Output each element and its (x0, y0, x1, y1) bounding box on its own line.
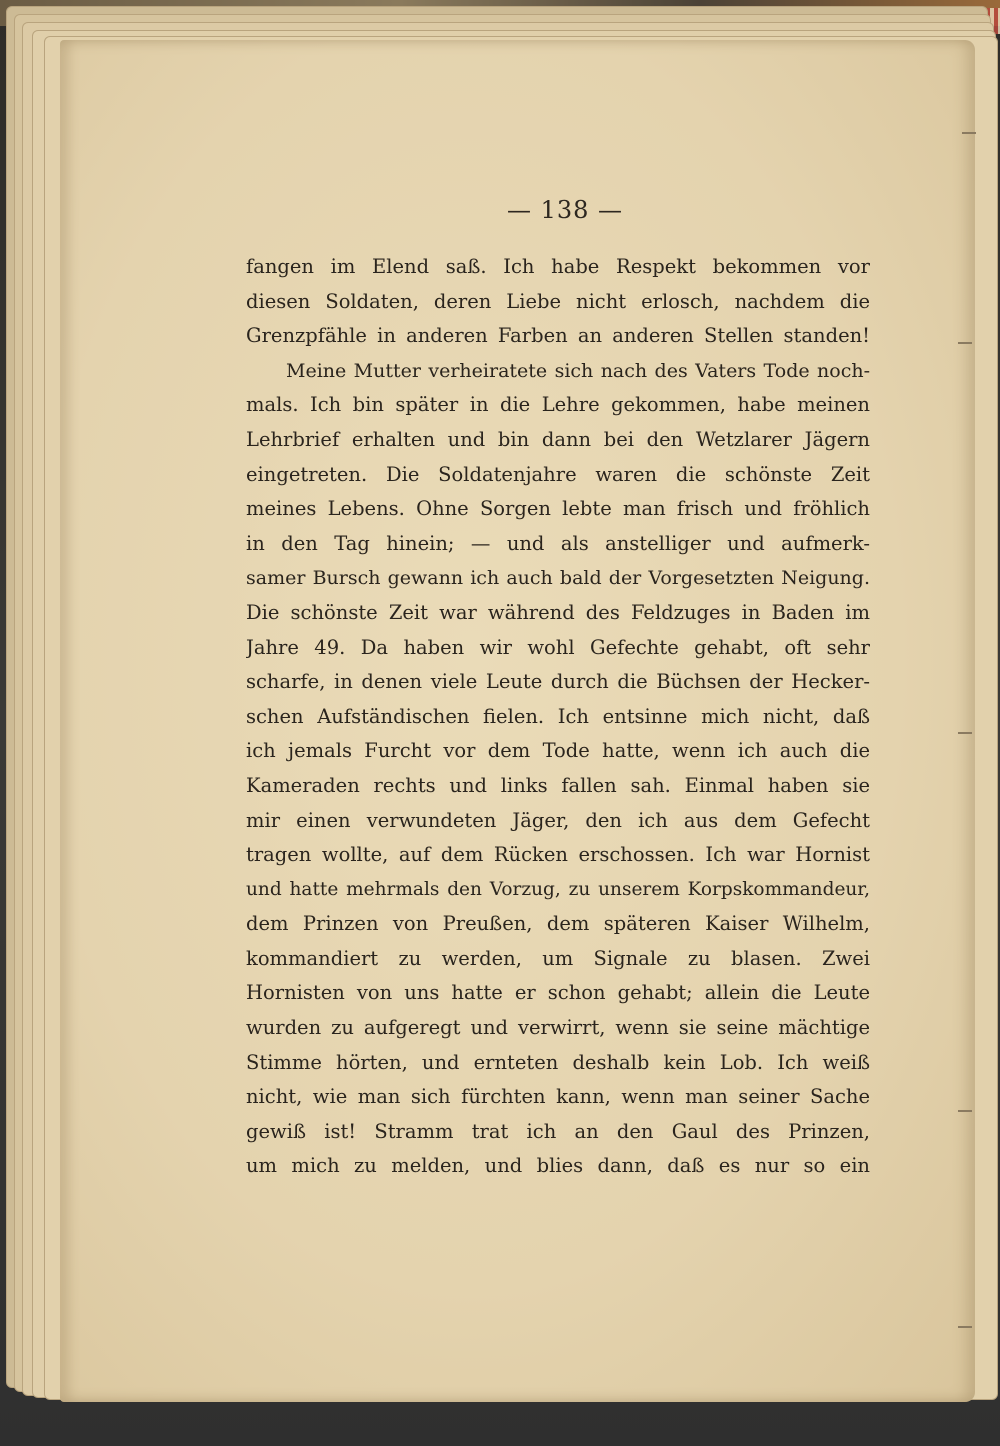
text-line: meines Lebens. Ohne Sorgen lebte man frisch und fröhlich (246, 497, 870, 521)
margin-mark (958, 342, 972, 344)
text-line: kommandiert zu werden, um Signale zu blasen. Zwei (246, 946, 870, 970)
text-line: fangen im Elend saß. Ich habe Respekt bekommen vor (246, 255, 870, 278)
margin-mark (958, 1326, 972, 1328)
text-line: diesen Soldaten, deren Liebe nicht erlosch, nachdem die (246, 289, 870, 313)
text-line: samer Bursch gewann ich auch bald der Vorgesetzten Neigung. (246, 567, 870, 590)
text-line: scharfe, in denen viele Leute durch die Büchsen der Hecker- (246, 670, 870, 694)
body-text (246, 250, 870, 1184)
page-number-row (0, 196, 1000, 224)
text-line: Stimme hörten, und ernteten deshalb kein Lob. Ich weiß (246, 1050, 870, 1074)
text-line: tragen wollte, auf dem Rücken erschossen. Ich war Hornist (246, 843, 870, 867)
text-line: Lehrbrief erhalten und bin dann bei den Wetzlarer Jägern (246, 427, 870, 451)
text-line: Meine Mutter verheiratete sich nach des Vaters Tode noch- (286, 359, 870, 382)
text-line: Die schönste Zeit war während des Feldzuges in Baden im (246, 600, 870, 624)
text-line: Hornisten von uns hatte er schon gehabt; allein die Leute (246, 981, 870, 1005)
text-line: in den Tag hinein; — und als anstelliger und aufmerk- (246, 531, 870, 555)
text-line: um mich zu melden, und blies dann, daß es nur so ein (246, 1154, 870, 1178)
page-number: — 138 — (506, 196, 624, 224)
text-line: mals. Ich bin später in die Lehre gekommen, habe meinen (246, 393, 870, 417)
margin-mark (958, 732, 972, 734)
text-line: nicht, wie man sich fürchten kann, wenn man seiner Sache (246, 1085, 870, 1109)
text-line: schen Aufständischen fielen. Ich entsinne mich nicht, daß (246, 704, 870, 728)
text-line: mir einen verwundeten Jäger, den ich aus dem Gefecht (246, 808, 870, 832)
margin-mark (962, 132, 976, 134)
text-line: wurden zu aufgeregt und verwirrt, wenn sie seine mächtige (246, 1016, 870, 1040)
text-line: Jahre 49. Da haben wir wohl Gefechte gehabt, oft sehr (246, 635, 870, 659)
text-line: dem Prinzen von Preußen, dem späteren Kaiser Wilhelm, (246, 912, 870, 936)
text-line: Grenzpfähle in anderen Farben an anderen Stellen standen! (246, 324, 870, 348)
text-line: eingetreten. Die Soldatenjahre waren die schönste Zeit (246, 462, 870, 486)
text-line: Kameraden rechts und links fallen sah. Einmal haben sie (246, 773, 870, 797)
margin-mark (958, 1110, 972, 1112)
text-line: und hatte mehrmals den Vorzug, zu unserem Korpskommandeur, (246, 878, 870, 900)
text-line: ich jemals Furcht vor dem Tode hatte, wenn ich auch die (246, 739, 870, 763)
text-line: gewiß ist! Stramm trat ich an den Gaul des Prinzen, (246, 1119, 870, 1143)
